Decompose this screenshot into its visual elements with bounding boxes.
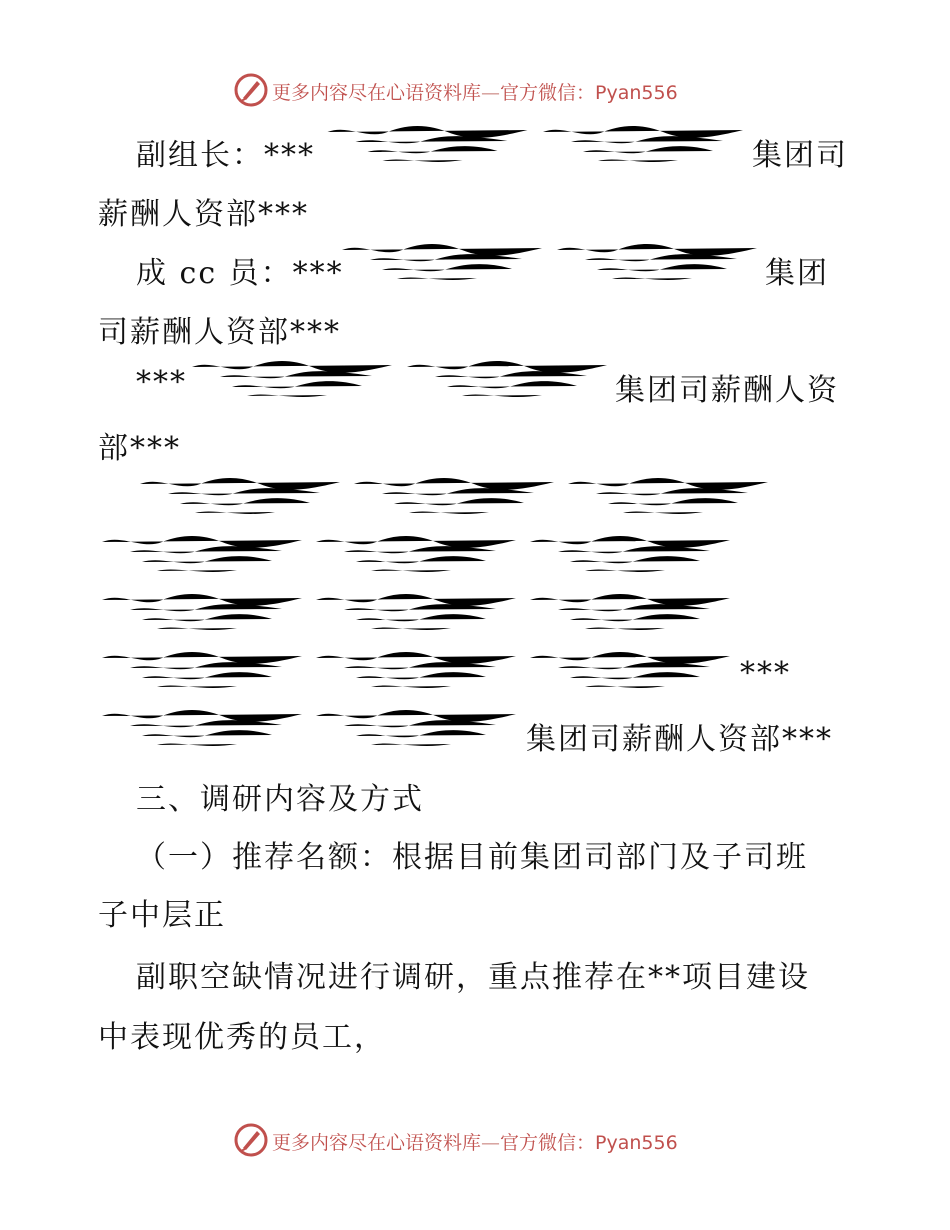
line-text: 副职空缺情况进行调研，重点推荐在**项目建设 <box>136 960 810 995</box>
line-text: *** <box>136 365 187 400</box>
banner-dash: — <box>481 82 501 104</box>
text-line-10 <box>0 644 950 702</box>
wavy-placeholder <box>136 478 344 520</box>
banner-dash: — <box>481 1132 501 1154</box>
text-line-3 <box>0 236 950 294</box>
text-line-16 <box>0 1000 950 1058</box>
wavy-placeholder <box>526 536 734 578</box>
text-line-14 <box>0 878 950 936</box>
banner-wechat-text: 官方微信：Pyan556 <box>500 82 678 104</box>
quill-pen-logo-icon <box>233 1122 269 1158</box>
text-line-13 <box>0 820 950 878</box>
wavy-placeholder <box>564 478 772 520</box>
line-text: 副组长：*** <box>136 138 315 173</box>
wavy-placeholder <box>350 478 558 520</box>
banner-text <box>272 1128 678 1155</box>
wavy-placeholder <box>312 710 520 752</box>
text-line-2 <box>0 177 950 235</box>
line-text: 部*** <box>98 431 181 466</box>
footer-banner <box>0 1120 950 1160</box>
wavy-placeholder <box>312 652 520 694</box>
text-line-15 <box>0 940 950 998</box>
wavy-placeholder <box>312 594 520 636</box>
line-text: 集团司薪酬人资 <box>615 373 839 408</box>
section-heading <box>0 762 950 820</box>
wavy-placeholder <box>98 594 306 636</box>
text-line-6 <box>0 411 950 469</box>
banner-main-text: 更多内容尽在心语资料库 <box>272 1132 482 1154</box>
wavy-placeholder <box>98 536 306 578</box>
quill-pen-logo-icon <box>233 72 269 108</box>
text-line-4 <box>0 295 950 353</box>
wavy-placeholder <box>552 244 762 286</box>
banner-text <box>272 78 678 105</box>
line-text: 三、调研内容及方式 <box>136 782 424 817</box>
text-line-5 <box>0 353 950 411</box>
wavy-placeholder <box>98 652 306 694</box>
wavy-placeholder <box>338 244 546 286</box>
line-text: *** <box>740 656 791 691</box>
text-line-8 <box>0 528 950 586</box>
text-line-11 <box>0 702 950 760</box>
header-banner <box>0 70 950 110</box>
text-line-9 <box>0 586 950 644</box>
wavy-placeholder <box>325 126 530 168</box>
banner-wechat-text: 官方微信：Pyan556 <box>500 1132 678 1154</box>
line-text: 子中层正 <box>98 898 226 933</box>
line-text: 中表现优秀的员工， <box>98 1020 386 1055</box>
wavy-placeholder <box>98 710 306 752</box>
wavy-placeholder <box>526 652 734 694</box>
line-text: 集团司薪酬人资部*** <box>526 722 833 757</box>
line-text: 集团司 <box>752 138 848 173</box>
wavy-placeholder <box>312 536 520 578</box>
wavy-placeholder <box>188 361 396 403</box>
wavy-placeholder <box>526 594 734 636</box>
banner-main-text: 更多内容尽在心语资料库 <box>272 82 482 104</box>
wavy-placeholder <box>538 126 748 168</box>
text-line-1 <box>0 118 950 176</box>
wavy-placeholder <box>402 361 612 403</box>
line-text: （一）推荐名额：根据目前集团司部门及子司班 <box>136 840 808 875</box>
line-text: 集团 <box>765 256 829 291</box>
line-text: 薪酬人资部*** <box>98 197 309 232</box>
line-text: 司薪酬人资部*** <box>98 315 341 350</box>
line-text: 成 cc 员：*** <box>136 256 344 291</box>
text-line-7 <box>0 470 950 528</box>
